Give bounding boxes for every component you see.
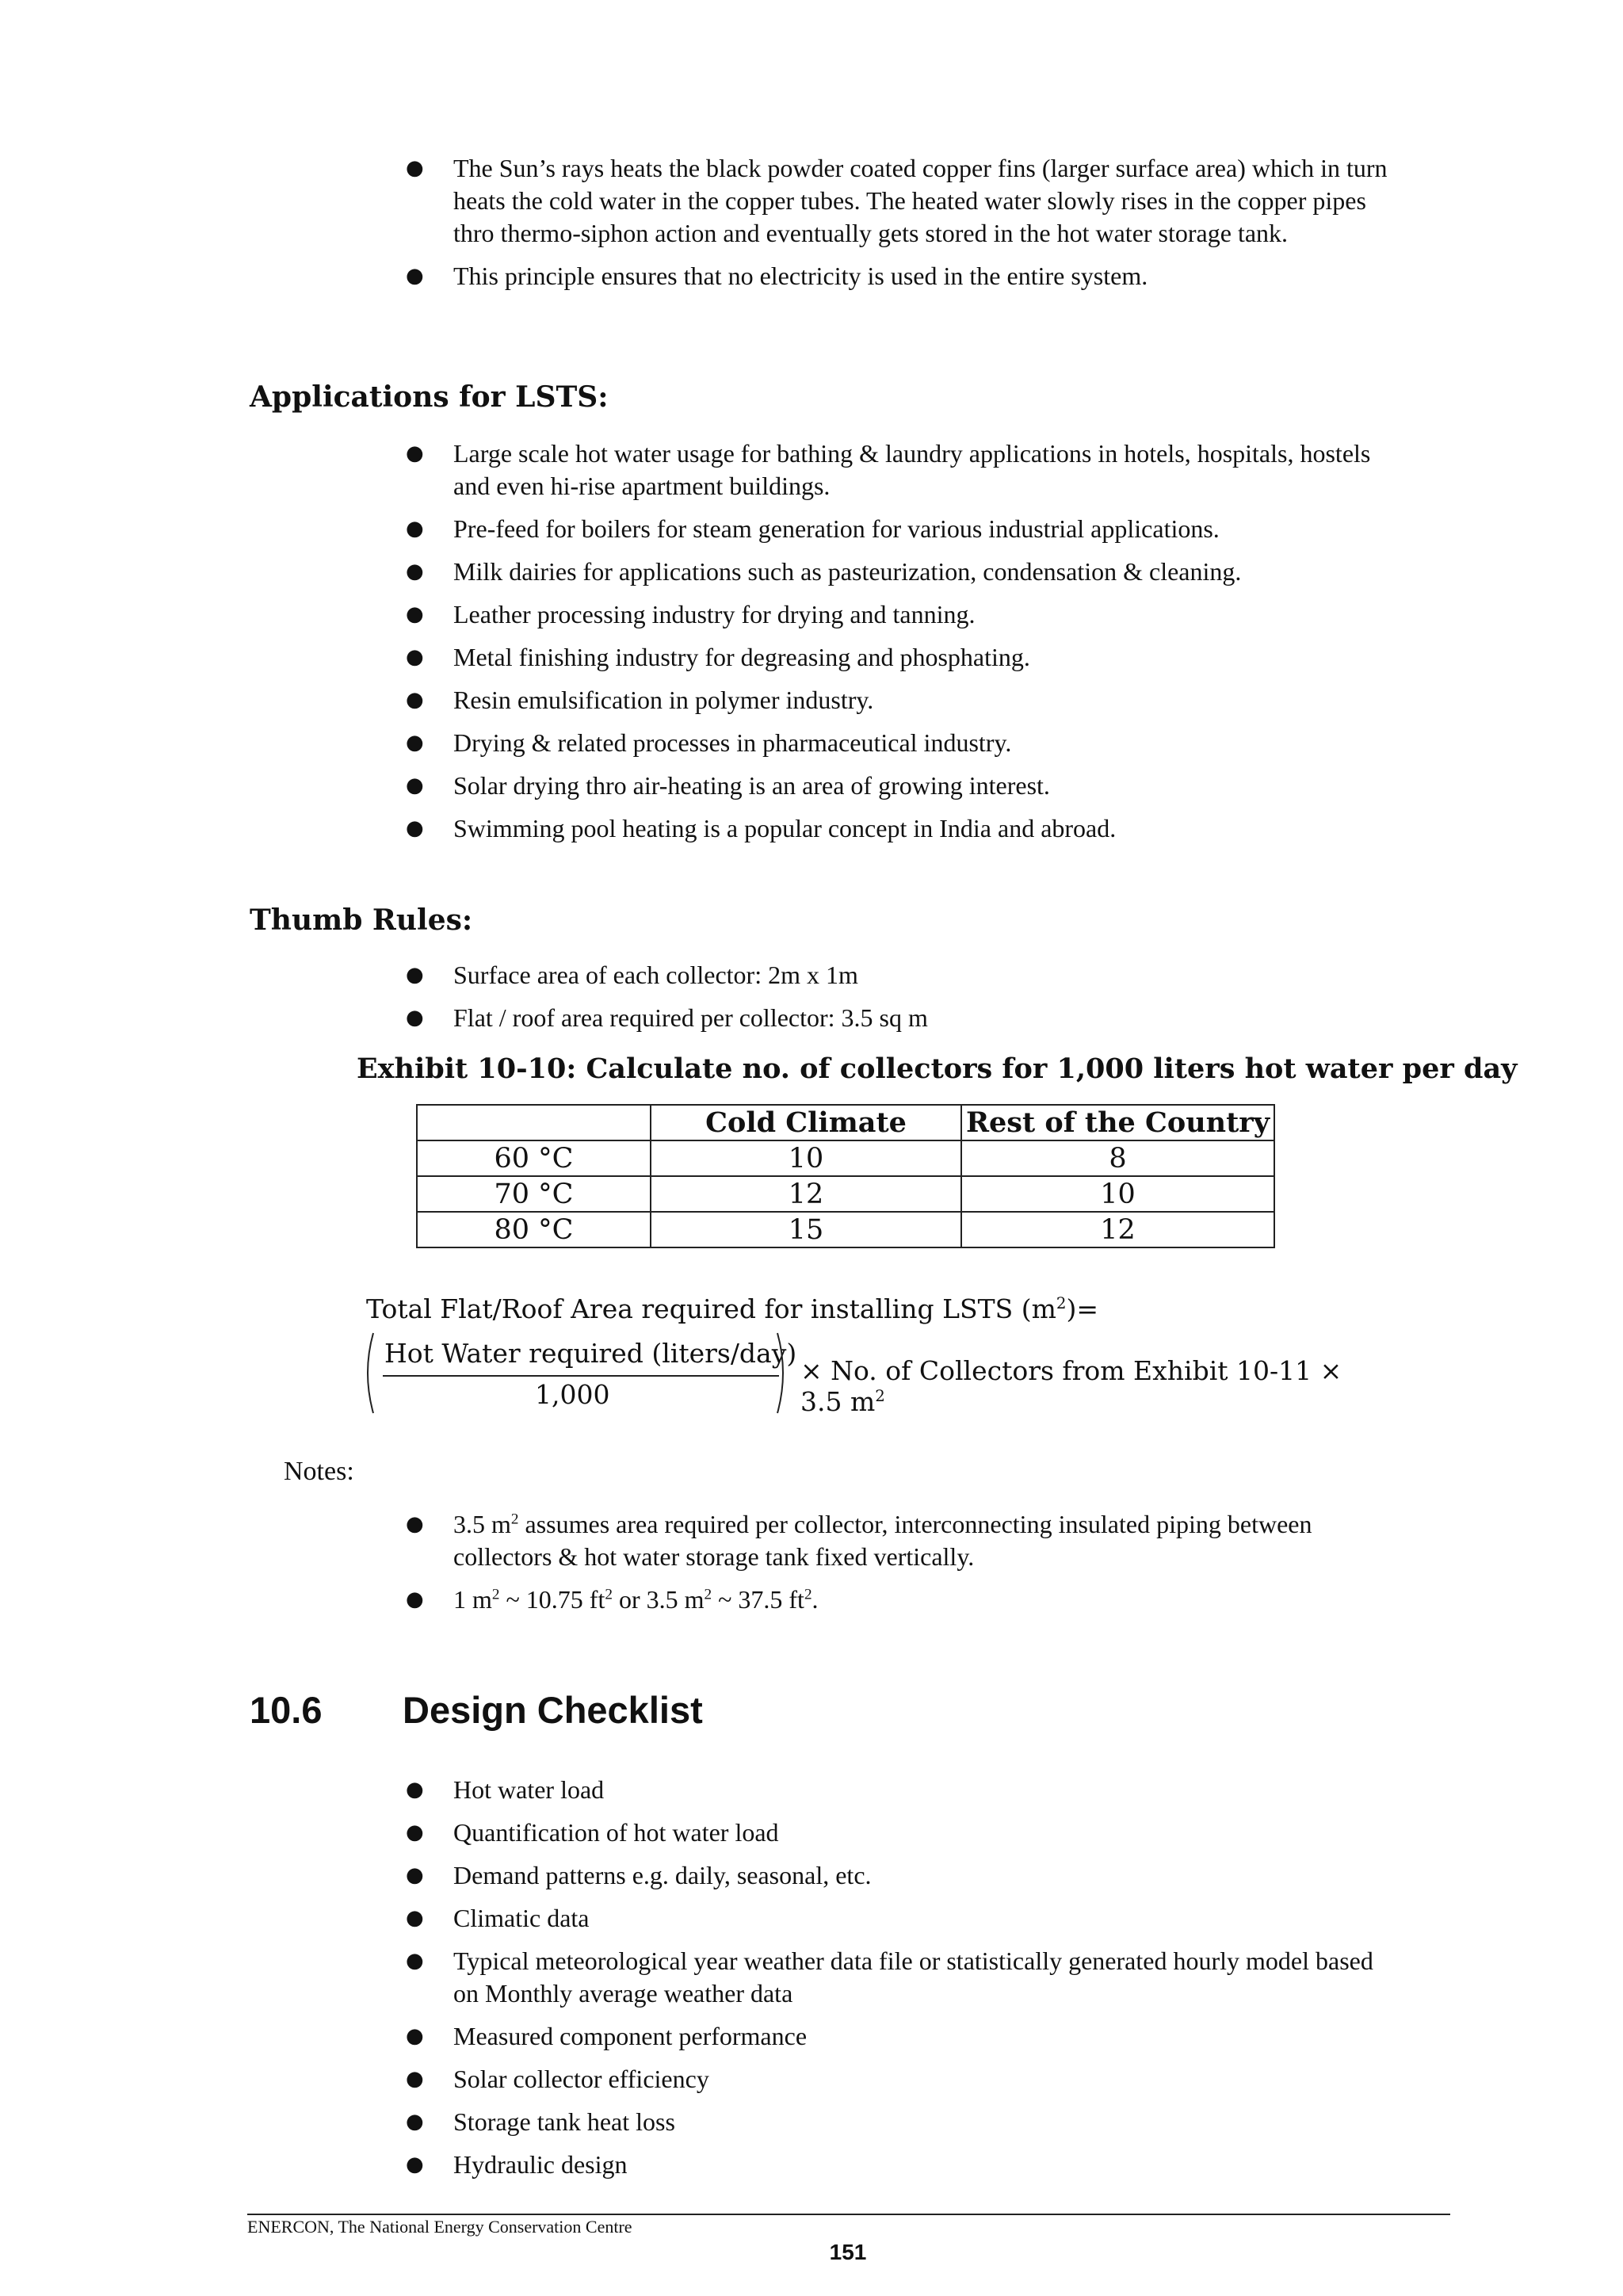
table-cell: 60 °C: [417, 1140, 651, 1176]
formula-numerator: Hot Water required (liters/day): [384, 1338, 797, 1369]
bullet-icon: ●: [406, 1006, 424, 1030]
bullet-icon: ●: [406, 264, 424, 288]
bullet-icon: ●: [406, 2067, 424, 2091]
list-item: ● Typical meteorological year weather data file or statistically generated hourly model based on Monthly average weather data: [406, 1946, 1373, 2008]
thumb-rules-list: [406, 959, 1396, 1045]
table-cell: 80 °C: [417, 1212, 651, 1247]
bullet-icon: ●: [406, 602, 424, 626]
bullet-icon: ●: [406, 1512, 424, 1536]
table-cell: 70 °C: [417, 1176, 651, 1212]
formula-label: Total Flat/Roof Area required for installing LSTS $(m^2)=$: [366, 1293, 1099, 1324]
list-item: ● Measured component performance: [406, 2020, 1396, 2053]
table-header-cell: Cold Climate: [651, 1105, 961, 1140]
fraction-bar: [383, 1375, 779, 1377]
exhibit-table: [416, 1104, 1275, 1248]
bullet-icon: ●: [406, 156, 424, 180]
table-header-row: [417, 1105, 1274, 1140]
list-item: ● Solar collector efficiency: [406, 2063, 1396, 2095]
table-cell: 10: [651, 1140, 961, 1176]
thumb-rules-heading: Thumb Rules:: [250, 904, 473, 937]
list-item: ● Swimming pool heating is a popular concept in India and abroad.: [406, 812, 1396, 845]
section-number: 10.6: [250, 1689, 323, 1731]
bullet-icon: ●: [406, 688, 424, 712]
bullet-icon: ●: [406, 816, 424, 840]
bullet-icon: ●: [406, 1949, 424, 1973]
list-item: ● Demand patterns e.g. daily, seasonal, etc.: [406, 1859, 1396, 1892]
table-cell: 10: [961, 1176, 1274, 1212]
left-parenthesis-icon: [361, 1331, 376, 1415]
list-item: ● 1 $m^2$ ~ 10.75 $ft^2$ or 3.5 $m^2$ ~ 37.5 $ft^2$.: [406, 1584, 1396, 1616]
exhibit-title: Exhibit 10-10: Calculate no. of collectors for 1,000 liters hot water per day: [357, 1052, 1518, 1085]
table-header-cell: [417, 1105, 651, 1140]
footer-organization: ENERCON, The National Energy Conservation Centre: [247, 2217, 632, 2237]
applications-heading: Applications for LSTS:: [250, 380, 609, 414]
list-item: ● Resin emulsification in polymer industry.: [406, 684, 1396, 716]
bullet-icon: ●: [406, 1778, 424, 1801]
design-checklist-list: [406, 1774, 1396, 2191]
area-formula: [361, 1331, 1391, 1419]
table-row: [417, 1212, 1274, 1247]
bullet-icon: ●: [406, 645, 424, 669]
bullet-icon: ●: [406, 1587, 424, 1611]
bullet-icon: ●: [406, 774, 424, 797]
table-cell: 12: [651, 1176, 961, 1212]
page-number: 151: [829, 2240, 867, 2264]
table-header-cell: Rest of the Country: [961, 1105, 1274, 1140]
list-item: ● Metal finishing industry for degreasing and phosphating.: [406, 641, 1396, 674]
bullet-icon: ●: [406, 2153, 424, 2176]
footer-divider: [247, 2214, 1450, 2215]
bullet-icon: ●: [406, 731, 424, 755]
section-title: Design Checklist: [403, 1689, 703, 1731]
table-cell: 15: [651, 1212, 961, 1247]
bullet-icon: ●: [406, 2110, 424, 2134]
table-row: [417, 1140, 1274, 1176]
formula-denominator: 1,000: [535, 1379, 610, 1410]
bullet-icon: ●: [406, 2024, 424, 2048]
list-item: ● Milk dairies for applications such as pasteurization, condensation & cleaning.: [406, 556, 1396, 588]
bullet-icon: ●: [406, 963, 424, 987]
bullet-icon: ●: [406, 1820, 424, 1844]
list-item: ● Hydraulic design: [406, 2149, 1396, 2181]
table-cell: 12: [961, 1212, 1274, 1247]
list-item: ● Solar drying thro air-heating is an area of growing interest.: [406, 770, 1396, 802]
formula-multiplier: × No. of Collectors from Exhibit 10-11 × 3.5 $m^2$: [800, 1355, 1342, 1417]
list-item: ● Leather processing industry for drying and tanning.: [406, 598, 1396, 631]
bullet-icon: ●: [406, 1863, 424, 1887]
list-item: ● Quantification of hot water load: [406, 1817, 1396, 1849]
table-cell: 8: [961, 1140, 1274, 1176]
notes-label: Notes:: [284, 1457, 354, 1486]
list-item: ● Climatic data: [406, 1902, 1396, 1935]
list-item: ● 3.5 $m^2$ assumes area required per collector, interconnecting insulated piping between collectors & hot water storage tank fixed vertically.: [406, 1510, 1312, 1571]
list-item: ● Large scale hot water usage for bathing & laundry applications in hotels, hospitals, hostels and even hi-rise apartment buildings.: [406, 439, 1371, 500]
bullet-icon: ●: [406, 1906, 424, 1930]
right-parenthesis-icon: [774, 1331, 790, 1415]
applications-list: [406, 437, 1396, 855]
list-item: ● Storage tank heat loss: [406, 2106, 1396, 2138]
table-row: [417, 1176, 1274, 1212]
bullet-icon: ●: [406, 517, 424, 541]
list-item: ● Pre-feed for boilers for steam generation for various industrial applications.: [406, 513, 1396, 545]
intro-bullet-list: [406, 152, 1396, 303]
list-item: ● Surface area of each collector: 2m x 1m: [406, 959, 1396, 991]
list-item: ● This principle ensures that no electricity is used in the entire system.: [406, 260, 1396, 292]
list-item: ● Hot water load: [406, 1774, 1396, 1806]
notes-list: [406, 1508, 1396, 1626]
list-item: ● Flat / roof area required per collector: 3.5 sq m: [406, 1002, 1396, 1034]
bullet-icon: ●: [406, 560, 424, 583]
bullet-icon: ●: [406, 441, 424, 465]
list-item: ● The Sun’s rays heats the black powder coated copper fins (larger surface area) which in turn heats the cold water in the copper tubes. The heated water slowly rises in the copper pipes thro thermo-siphon action and eventually gets stored in the hot water storage tank.: [406, 154, 1388, 247]
list-item: ● Drying & related processes in pharmaceutical industry.: [406, 727, 1396, 759]
